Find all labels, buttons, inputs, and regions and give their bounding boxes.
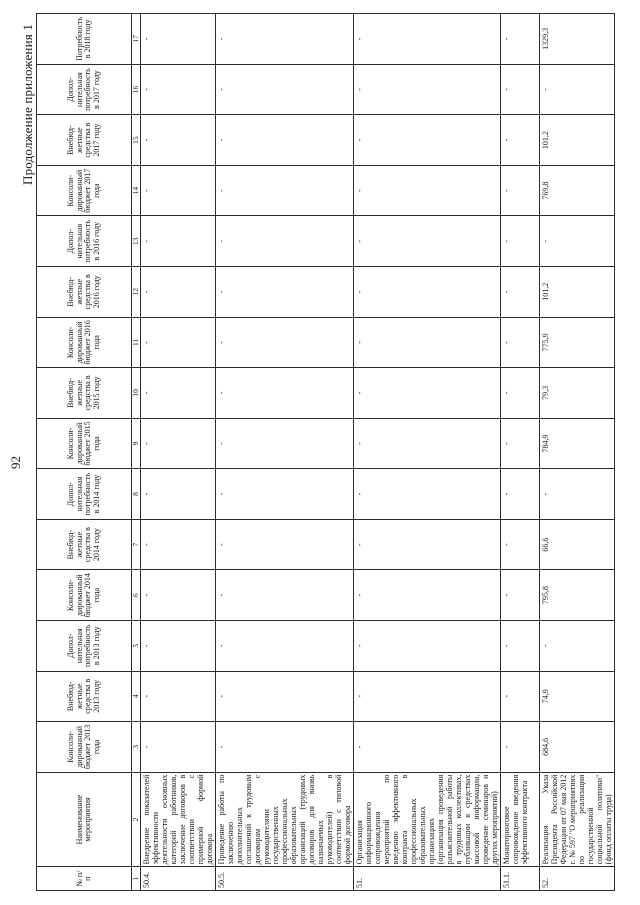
value-cell: - (354, 115, 501, 166)
measure-name: Мониторинговое сопровождение введения эффективного контракта (501, 772, 540, 867)
value-cell: - (216, 317, 354, 368)
row-number: 50.5. (216, 867, 354, 891)
column-header: Внебюджетные средства в 2017 году (37, 115, 132, 166)
value-cell: - (354, 418, 501, 469)
column-number: 17 (132, 14, 141, 65)
table-row (501, 14, 540, 891)
column-number: 2 (132, 772, 141, 867)
continuation-title: Продолжение приложения 1 (20, 23, 35, 185)
value-cell: 1329,3 (540, 14, 615, 65)
value-cell: - (540, 469, 615, 520)
value-cell: 66,6 (540, 519, 615, 570)
value-cell: - (141, 267, 216, 318)
value-cell: - (141, 671, 216, 722)
column-number: 9 (132, 418, 141, 469)
value-cell: - (216, 165, 354, 216)
measure-name: Организация информационного сопровождения мероприятий по введению эффективного контракта в профессиональных образовательных организациях (организация проведения разъяснительной работы в трудовых коллективах, публикации в средствах массовой информации, проведение семинаров и других мероприятий) (354, 772, 501, 867)
value-cell: - (501, 722, 540, 773)
value-cell: - (501, 671, 540, 722)
budget-table (36, 13, 615, 891)
value-cell: - (540, 620, 615, 671)
value-cell: - (141, 620, 216, 671)
value-cell: 684,6 (540, 722, 615, 773)
value-cell: - (216, 267, 354, 318)
column-header: Наименование мероприятия (37, 772, 132, 867)
value-cell: - (354, 570, 501, 621)
value-cell: - (501, 368, 540, 419)
value-cell: - (216, 115, 354, 166)
value-cell: - (354, 317, 501, 368)
column-header: Консолидированный бюджет 2017 года (37, 165, 132, 216)
column-header: № п/п (37, 867, 132, 891)
column-header: Внебюджетные средства в 2015 году (37, 368, 132, 419)
column-header: Дополнительная потребность в 2014 году (37, 469, 132, 520)
table-row (354, 14, 501, 891)
value-cell: - (216, 418, 354, 469)
value-cell: - (501, 115, 540, 166)
value-cell: 101,2 (540, 115, 615, 166)
value-cell: 775,9 (540, 317, 615, 368)
column-number: 15 (132, 115, 141, 166)
value-cell: - (216, 64, 354, 115)
value-cell: - (141, 64, 216, 115)
column-number: 7 (132, 519, 141, 570)
value-cell: - (141, 368, 216, 419)
value-cell: - (141, 115, 216, 166)
column-number: 11 (132, 317, 141, 368)
measure-name: Проведение работы по заключению дополнительных соглашений к трудовым договорам с руководителями государственных профессиональных образовательных организаций (трудовых договоров для вновь назначаемых руководителей) в соответствии с типовой формой договора (216, 772, 354, 867)
value-cell: - (501, 64, 540, 115)
column-header: Дополнительная потребность в 2017 году (37, 64, 132, 115)
column-header: Консолидированный бюджет 2015 года (37, 418, 132, 469)
table-row (141, 14, 216, 891)
column-number: 10 (132, 368, 141, 419)
column-header: Консолидированный бюджет 2013 года (37, 722, 132, 773)
value-cell: - (354, 14, 501, 65)
value-cell: - (216, 722, 354, 773)
column-header: Внебюджетные средства в 2013 году (37, 671, 132, 722)
column-number: 13 (132, 216, 141, 267)
column-number: 6 (132, 570, 141, 621)
value-cell: - (216, 368, 354, 419)
value-cell: - (216, 671, 354, 722)
column-number: 16 (132, 64, 141, 115)
value-cell: - (501, 14, 540, 65)
column-number: 5 (132, 620, 141, 671)
column-header: Внебюджетные средства в 2016 году (37, 267, 132, 318)
value-cell: - (354, 165, 501, 216)
value-cell: - (141, 418, 216, 469)
value-cell: - (354, 620, 501, 671)
value-cell: - (216, 469, 354, 520)
value-cell: - (354, 469, 501, 520)
row-number: 52. (540, 867, 615, 891)
column-number: 1 (132, 867, 141, 891)
value-cell: - (141, 216, 216, 267)
column-header: Дополнительная потребность в 2016 году (37, 216, 132, 267)
value-cell: - (501, 165, 540, 216)
value-cell: 101,2 (540, 267, 615, 318)
value-cell: 79,3 (540, 368, 615, 419)
column-number: 14 (132, 165, 141, 216)
value-cell: - (501, 469, 540, 520)
value-cell: - (216, 570, 354, 621)
table-row (540, 14, 615, 891)
value-cell: - (141, 722, 216, 773)
column-number: 4 (132, 671, 141, 722)
value-cell: - (354, 64, 501, 115)
column-number-row (132, 14, 141, 891)
row-number: 51.1. (501, 867, 540, 891)
value-cell: 74,9 (540, 671, 615, 722)
value-cell: - (354, 519, 501, 570)
value-cell: - (501, 317, 540, 368)
column-header: Потребность в 2018 году (37, 14, 132, 65)
value-cell: - (540, 216, 615, 267)
column-number: 8 (132, 469, 141, 520)
table-row (216, 14, 354, 891)
value-cell: - (501, 418, 540, 469)
value-cell: - (501, 267, 540, 318)
value-cell: - (141, 14, 216, 65)
column-header: Консолидированный бюджет 2014 года (37, 570, 132, 621)
value-cell: - (354, 671, 501, 722)
value-cell: 784,9 (540, 418, 615, 469)
column-number: 12 (132, 267, 141, 318)
value-cell: - (501, 519, 540, 570)
column-header: Дополнительная потребность в 2013 году (37, 620, 132, 671)
column-number: 3 (132, 722, 141, 773)
value-cell: 769,8 (540, 165, 615, 216)
value-cell: - (354, 368, 501, 419)
value-cell: - (216, 519, 354, 570)
value-cell: - (216, 14, 354, 65)
value-cell: - (354, 267, 501, 318)
value-cell: - (141, 469, 216, 520)
row-number: 50.4. (141, 867, 216, 891)
value-cell: - (354, 722, 501, 773)
page-number: 92 (8, 456, 23, 469)
value-cell: - (141, 317, 216, 368)
header-row (37, 14, 132, 891)
value-cell: - (141, 519, 216, 570)
value-cell: - (216, 620, 354, 671)
row-number: 51. (354, 867, 501, 891)
value-cell: - (141, 165, 216, 216)
value-cell: - (501, 570, 540, 621)
value-cell: - (141, 570, 216, 621)
column-header: Внебюджетные средства в 2014 году (37, 519, 132, 570)
column-header: Консолидированный бюджет 2016 года (37, 317, 132, 368)
value-cell: - (501, 216, 540, 267)
measure-name: Реализация Указа Президента Российской Федерации от 07 мая 2012 г. № 597 "О мероприятиях по реализации государственной социальной политики" (фонд оплаты труда) (540, 772, 615, 867)
value-cell: - (501, 620, 540, 671)
measure-name: Внедрение показателей эффективности деятельности основных категорий работников, заключение договоров в соответствии с примерной формой договора (141, 772, 216, 867)
value-cell: 795,8 (540, 570, 615, 621)
value-cell: - (216, 216, 354, 267)
value-cell: - (354, 216, 501, 267)
value-cell: - (540, 64, 615, 115)
